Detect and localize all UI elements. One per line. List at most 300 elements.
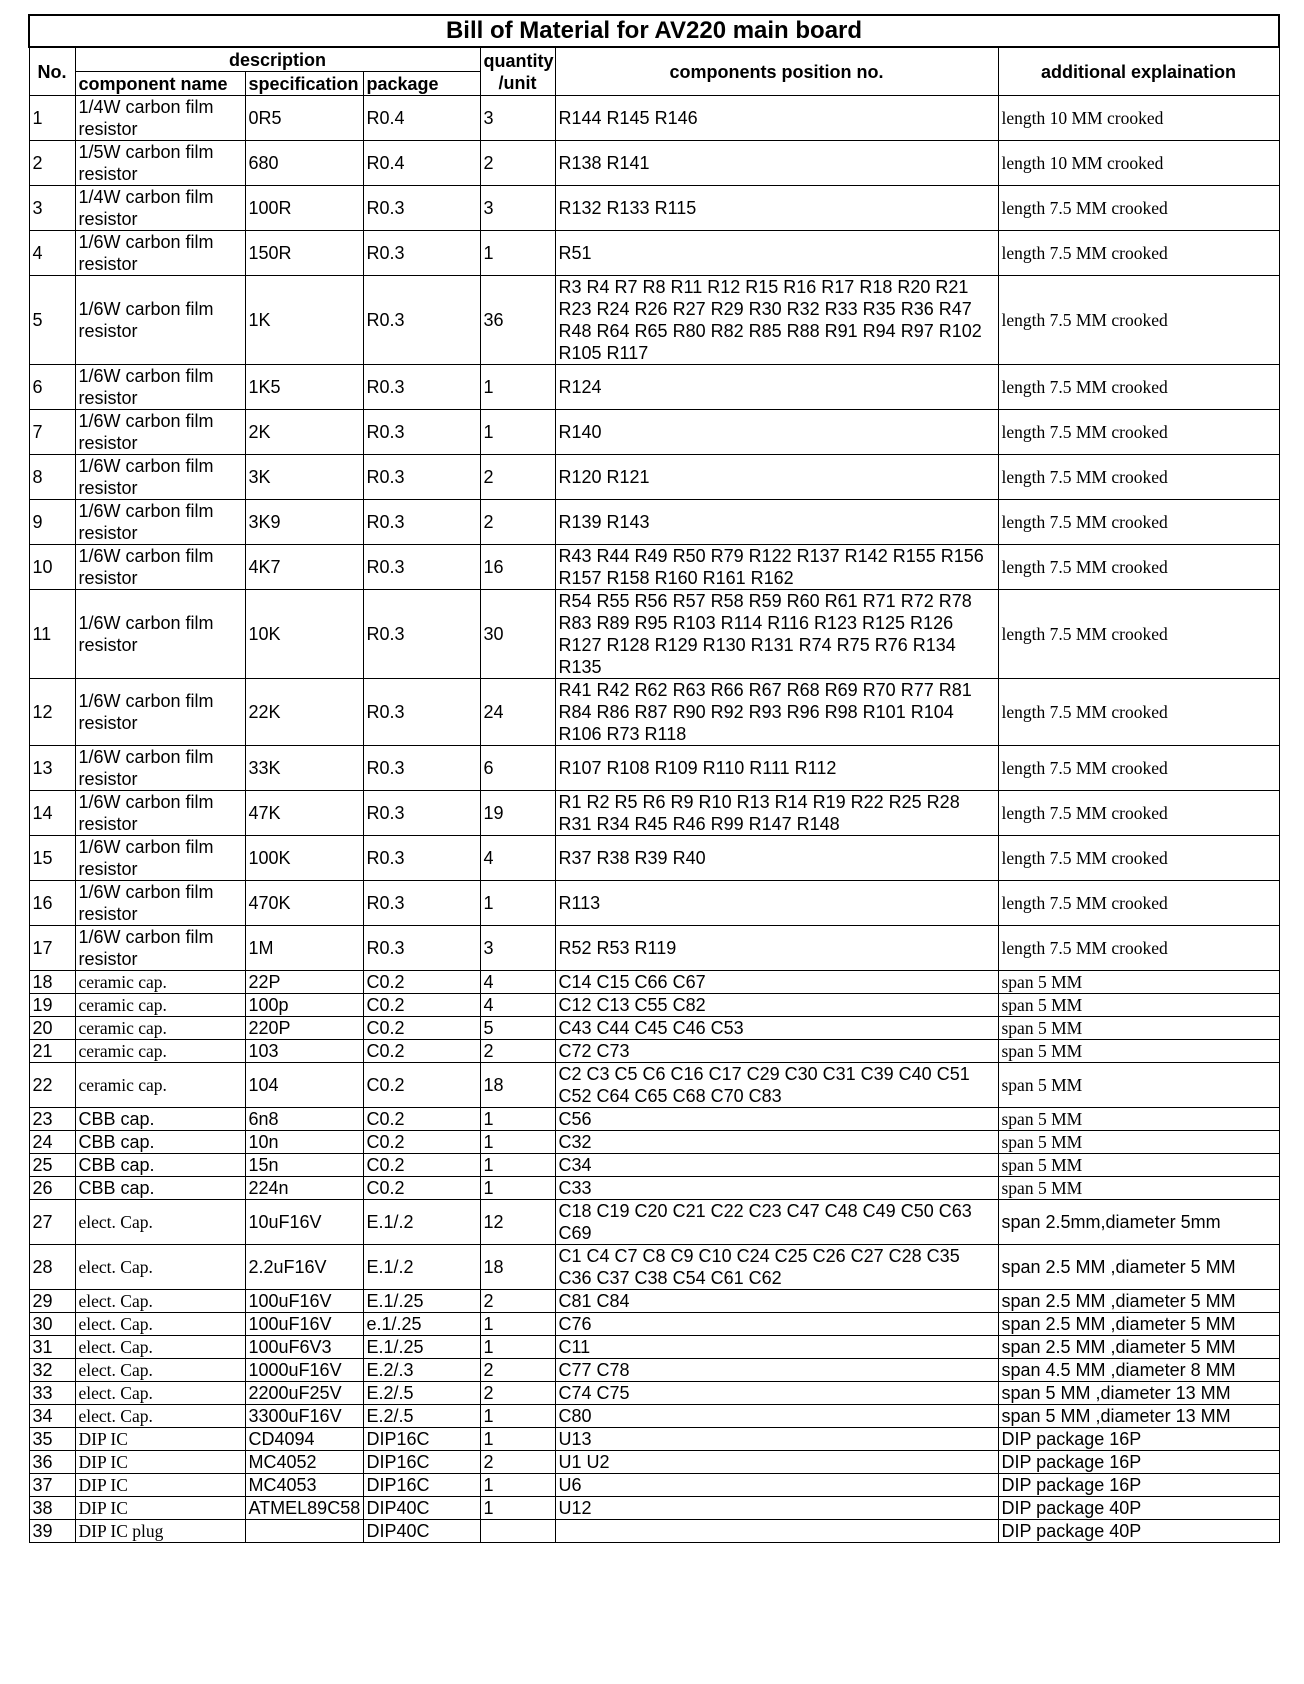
row-specification: 15n xyxy=(245,1154,363,1177)
row-package: DIP16C xyxy=(363,1474,480,1497)
row-positions: U13 xyxy=(555,1428,998,1451)
row-component-name: CBB cap. xyxy=(75,1108,245,1131)
row-positions: R120 R121 xyxy=(555,455,998,500)
table-row xyxy=(29,590,1279,679)
row-quantity: 2 xyxy=(480,141,555,186)
row-no: 31 xyxy=(29,1336,75,1359)
row-no: 25 xyxy=(29,1154,75,1177)
row-component-name: CBB cap. xyxy=(75,1154,245,1177)
row-package: R0.3 xyxy=(363,365,480,410)
header-no: No. xyxy=(29,47,75,96)
row-specification xyxy=(245,1520,363,1543)
row-no: 27 xyxy=(29,1200,75,1245)
table-row xyxy=(29,141,1279,186)
row-explanation: span 2.5 MM ,diameter 5 MM xyxy=(998,1336,1279,1359)
row-no: 20 xyxy=(29,1017,75,1040)
row-specification: 100K xyxy=(245,836,363,881)
row-no: 21 xyxy=(29,1040,75,1063)
row-component-name: 1/4W carbon film resistor xyxy=(75,96,245,141)
row-no: 11 xyxy=(29,590,75,679)
table-row xyxy=(29,410,1279,455)
row-quantity: 1 xyxy=(480,1154,555,1177)
row-quantity xyxy=(480,1520,555,1543)
table-row xyxy=(29,186,1279,231)
row-package: DIP40C xyxy=(363,1520,480,1543)
row-package: R0.3 xyxy=(363,186,480,231)
row-no: 14 xyxy=(29,791,75,836)
row-quantity: 36 xyxy=(480,276,555,365)
row-quantity: 2 xyxy=(480,500,555,545)
row-positions: R43 R44 R49 R50 R79 R122 R137 R142 R155 R156 R157 R158 R160 R161 R162 xyxy=(555,545,998,590)
row-no: 5 xyxy=(29,276,75,365)
row-specification: 100R xyxy=(245,186,363,231)
row-no: 10 xyxy=(29,545,75,590)
row-specification: CD4094 xyxy=(245,1428,363,1451)
row-positions: C1 C4 C7 C8 C9 C10 C24 C25 C26 C27 C28 C35 C36 C37 C38 C54 C61 C62 xyxy=(555,1245,998,1290)
row-positions: R51 xyxy=(555,231,998,276)
row-package: R0.3 xyxy=(363,545,480,590)
row-specification: 104 xyxy=(245,1063,363,1108)
row-package: R0.3 xyxy=(363,455,480,500)
row-no: 23 xyxy=(29,1108,75,1131)
row-specification: 2200uF25V xyxy=(245,1382,363,1405)
row-explanation: span 2.5mm,diameter 5mm xyxy=(998,1200,1279,1245)
row-explanation: span 5 MM xyxy=(998,994,1279,1017)
row-explanation: length 7.5 MM crooked xyxy=(998,410,1279,455)
row-positions: C77 C78 xyxy=(555,1359,998,1382)
row-positions: C76 xyxy=(555,1313,998,1336)
row-package: DIP16C xyxy=(363,1451,480,1474)
row-specification: 3K xyxy=(245,455,363,500)
row-component-name: elect. Cap. xyxy=(75,1359,245,1382)
row-positions: C18 C19 C20 C21 C22 C23 C47 C48 C49 C50 C63 C69 xyxy=(555,1200,998,1245)
table-row xyxy=(29,1245,1279,1290)
row-specification: 0R5 xyxy=(245,96,363,141)
row-component-name: 1/6W carbon film resistor xyxy=(75,836,245,881)
row-explanation: length 7.5 MM crooked xyxy=(998,455,1279,500)
row-component-name: elect. Cap. xyxy=(75,1405,245,1428)
row-explanation: span 2.5 MM ,diameter 5 MM xyxy=(998,1245,1279,1290)
row-explanation: length 7.5 MM crooked xyxy=(998,231,1279,276)
row-positions: R1 R2 R5 R6 R9 R10 R13 R14 R19 R22 R25 R28 R31 R34 R45 R46 R99 R147 R148 xyxy=(555,791,998,836)
row-quantity: 16 xyxy=(480,545,555,590)
row-no: 32 xyxy=(29,1359,75,1382)
row-package: R0.3 xyxy=(363,881,480,926)
row-quantity: 18 xyxy=(480,1245,555,1290)
row-package: C0.2 xyxy=(363,1040,480,1063)
row-quantity: 19 xyxy=(480,791,555,836)
row-component-name: 1/6W carbon film resistor xyxy=(75,231,245,276)
row-no: 34 xyxy=(29,1405,75,1428)
row-package: R0.4 xyxy=(363,141,480,186)
table-row xyxy=(29,1520,1279,1543)
row-package: R0.4 xyxy=(363,96,480,141)
row-no: 15 xyxy=(29,836,75,881)
row-quantity: 1 xyxy=(480,1177,555,1200)
row-package: E.2/.5 xyxy=(363,1382,480,1405)
table-row xyxy=(29,1063,1279,1108)
row-quantity: 1 xyxy=(480,1428,555,1451)
row-explanation: span 5 MM xyxy=(998,1131,1279,1154)
row-positions: R124 xyxy=(555,365,998,410)
row-specification: 224n xyxy=(245,1177,363,1200)
row-specification: 680 xyxy=(245,141,363,186)
row-component-name: ceramic cap. xyxy=(75,1017,245,1040)
row-specification: 22K xyxy=(245,679,363,746)
row-package: R0.3 xyxy=(363,500,480,545)
row-quantity: 1 xyxy=(480,1336,555,1359)
row-explanation: span 4.5 MM ,diameter 8 MM xyxy=(998,1359,1279,1382)
row-package: R0.3 xyxy=(363,231,480,276)
row-specification: 10K xyxy=(245,590,363,679)
row-quantity: 2 xyxy=(480,455,555,500)
row-specification: 1K xyxy=(245,276,363,365)
table-row xyxy=(29,994,1279,1017)
row-quantity: 4 xyxy=(480,836,555,881)
row-component-name: 1/6W carbon film resistor xyxy=(75,455,245,500)
row-positions: C32 xyxy=(555,1131,998,1154)
table-row xyxy=(29,500,1279,545)
row-component-name: 1/6W carbon film resistor xyxy=(75,276,245,365)
row-explanation: length 7.5 MM crooked xyxy=(998,679,1279,746)
row-quantity: 1 xyxy=(480,1131,555,1154)
row-package: DIP40C xyxy=(363,1497,480,1520)
row-positions: C56 xyxy=(555,1108,998,1131)
row-positions xyxy=(555,1520,998,1543)
row-explanation: DIP package 40P xyxy=(998,1497,1279,1520)
row-no: 16 xyxy=(29,881,75,926)
row-positions: R144 R145 R146 xyxy=(555,96,998,141)
row-explanation: span 5 MM xyxy=(998,1177,1279,1200)
row-package: R0.3 xyxy=(363,590,480,679)
row-no: 18 xyxy=(29,971,75,994)
row-specification: 3300uF16V xyxy=(245,1405,363,1428)
row-package: C0.2 xyxy=(363,971,480,994)
row-no: 1 xyxy=(29,96,75,141)
header-positions: components position no. xyxy=(555,47,998,96)
row-positions: R138 R141 xyxy=(555,141,998,186)
row-quantity: 24 xyxy=(480,679,555,746)
row-explanation: span 5 MM xyxy=(998,1063,1279,1108)
header-quantity: quantity /unit xyxy=(480,47,555,96)
row-quantity: 5 xyxy=(480,1017,555,1040)
row-package: E.2/.3 xyxy=(363,1359,480,1382)
row-explanation: length 7.5 MM crooked xyxy=(998,365,1279,410)
row-positions: R140 xyxy=(555,410,998,455)
row-explanation: length 7.5 MM crooked xyxy=(998,276,1279,365)
row-specification: 100p xyxy=(245,994,363,1017)
row-package: R0.3 xyxy=(363,276,480,365)
row-package: C0.2 xyxy=(363,1017,480,1040)
row-package: R0.3 xyxy=(363,679,480,746)
row-no: 4 xyxy=(29,231,75,276)
row-specification: 2K xyxy=(245,410,363,455)
header-component-name: component name xyxy=(75,72,245,96)
table-row xyxy=(29,276,1279,365)
row-package: R0.3 xyxy=(363,926,480,971)
row-component-name: CBB cap. xyxy=(75,1131,245,1154)
row-quantity: 2 xyxy=(480,1451,555,1474)
row-positions: U1 U2 xyxy=(555,1451,998,1474)
header-description: description xyxy=(75,47,480,72)
row-package: DIP16C xyxy=(363,1428,480,1451)
row-no: 38 xyxy=(29,1497,75,1520)
row-no: 24 xyxy=(29,1131,75,1154)
table-row xyxy=(29,1313,1279,1336)
row-quantity: 3 xyxy=(480,926,555,971)
row-explanation: DIP package 16P xyxy=(998,1451,1279,1474)
table-row xyxy=(29,1108,1279,1131)
row-package: E.1/.2 xyxy=(363,1200,480,1245)
row-no: 29 xyxy=(29,1290,75,1313)
table-row xyxy=(29,455,1279,500)
row-explanation: length 7.5 MM crooked xyxy=(998,590,1279,679)
row-specification: 470K xyxy=(245,881,363,926)
row-quantity: 18 xyxy=(480,1063,555,1108)
row-component-name: 1/5W carbon film resistor xyxy=(75,141,245,186)
row-component-name: CBB cap. xyxy=(75,1177,245,1200)
row-quantity: 2 xyxy=(480,1382,555,1405)
row-specification: 1000uF16V xyxy=(245,1359,363,1382)
row-specification: 1M xyxy=(245,926,363,971)
row-no: 19 xyxy=(29,994,75,1017)
row-component-name: 1/6W carbon film resistor xyxy=(75,881,245,926)
row-component-name: 1/6W carbon film resistor xyxy=(75,500,245,545)
row-no: 13 xyxy=(29,746,75,791)
row-explanation: span 5 MM xyxy=(998,1108,1279,1131)
row-positions: C11 xyxy=(555,1336,998,1359)
row-specification: MC4053 xyxy=(245,1474,363,1497)
row-no: 9 xyxy=(29,500,75,545)
row-positions: R107 R108 R109 R110 R111 R112 xyxy=(555,746,998,791)
row-no: 8 xyxy=(29,455,75,500)
table-row xyxy=(29,679,1279,746)
table-row xyxy=(29,1405,1279,1428)
row-package: R0.3 xyxy=(363,410,480,455)
header-specification: specification xyxy=(245,72,363,96)
row-quantity: 1 xyxy=(480,1497,555,1520)
row-package: E.1/.2 xyxy=(363,1245,480,1290)
row-component-name: ceramic cap. xyxy=(75,994,245,1017)
row-positions: U6 xyxy=(555,1474,998,1497)
row-quantity: 2 xyxy=(480,1290,555,1313)
row-component-name: ceramic cap. xyxy=(75,1063,245,1108)
row-quantity: 3 xyxy=(480,96,555,141)
table-row xyxy=(29,881,1279,926)
row-explanation: length 7.5 MM crooked xyxy=(998,791,1279,836)
row-explanation: span 5 MM xyxy=(998,1017,1279,1040)
table-row xyxy=(29,1200,1279,1245)
table-row xyxy=(29,1017,1279,1040)
row-quantity: 2 xyxy=(480,1040,555,1063)
row-component-name: 1/6W carbon film resistor xyxy=(75,926,245,971)
row-component-name: DIP IC xyxy=(75,1428,245,1451)
row-no: 39 xyxy=(29,1520,75,1543)
row-specification: 100uF6V3 xyxy=(245,1336,363,1359)
row-positions: C72 C73 xyxy=(555,1040,998,1063)
row-positions: C2 C3 C5 C6 C16 C17 C29 C30 C31 C39 C40 C51 C52 C64 C65 C68 C70 C83 xyxy=(555,1063,998,1108)
row-specification: 10n xyxy=(245,1131,363,1154)
row-no: 33 xyxy=(29,1382,75,1405)
row-component-name: DIP IC plug xyxy=(75,1520,245,1543)
row-quantity: 30 xyxy=(480,590,555,679)
row-quantity: 12 xyxy=(480,1200,555,1245)
row-no: 30 xyxy=(29,1313,75,1336)
row-component-name: 1/4W carbon film resistor xyxy=(75,186,245,231)
row-explanation: length 7.5 MM crooked xyxy=(998,500,1279,545)
table-row xyxy=(29,971,1279,994)
row-positions: R54 R55 R56 R57 R58 R59 R60 R61 R71 R72 R78 R83 R89 R95 R103 R114 R116 R123 R125 R126 R127 R128 R129 R130 R131 R74 R75 R76 R134 R135 xyxy=(555,590,998,679)
row-explanation: span 5 MM xyxy=(998,1154,1279,1177)
row-specification: 150R xyxy=(245,231,363,276)
row-package: R0.3 xyxy=(363,791,480,836)
row-specification: 4K7 xyxy=(245,545,363,590)
table-row xyxy=(29,926,1279,971)
row-specification: 100uF16V xyxy=(245,1290,363,1313)
table-row xyxy=(29,1290,1279,1313)
row-quantity: 1 xyxy=(480,1313,555,1336)
row-specification: 220P xyxy=(245,1017,363,1040)
row-no: 7 xyxy=(29,410,75,455)
row-specification: 6n8 xyxy=(245,1108,363,1131)
row-component-name: ceramic cap. xyxy=(75,971,245,994)
table-row xyxy=(29,1336,1279,1359)
row-explanation: length 7.5 MM crooked xyxy=(998,746,1279,791)
table-row xyxy=(29,231,1279,276)
table-row xyxy=(29,1474,1279,1497)
table-row xyxy=(29,1497,1279,1520)
table-row xyxy=(29,1131,1279,1154)
row-explanation: span 5 MM xyxy=(998,971,1279,994)
row-quantity: 1 xyxy=(480,410,555,455)
row-no: 35 xyxy=(29,1428,75,1451)
table-row xyxy=(29,96,1279,141)
row-component-name: elect. Cap. xyxy=(75,1382,245,1405)
row-quantity: 1 xyxy=(480,1108,555,1131)
row-explanation: DIP package 16P xyxy=(998,1428,1279,1451)
table-title: Bill of Material for AV220 main board xyxy=(29,15,1279,47)
row-component-name: elect. Cap. xyxy=(75,1200,245,1245)
row-package: C0.2 xyxy=(363,1177,480,1200)
row-component-name: elect. Cap. xyxy=(75,1245,245,1290)
row-quantity: 3 xyxy=(480,186,555,231)
row-no: 22 xyxy=(29,1063,75,1108)
table-row xyxy=(29,1428,1279,1451)
row-package: e.1/.25 xyxy=(363,1313,480,1336)
row-component-name: 1/6W carbon film resistor xyxy=(75,410,245,455)
row-positions: R3 R4 R7 R8 R11 R12 R15 R16 R17 R18 R20 R21 R23 R24 R26 R27 R29 R30 R32 R33 R35 R36 R47 R48 R64 R65 R80 R82 R85 R88 R91 R94 R97 R102 R105 R117 xyxy=(555,276,998,365)
row-no: 3 xyxy=(29,186,75,231)
row-component-name: DIP IC xyxy=(75,1451,245,1474)
row-package: E.2/.5 xyxy=(363,1405,480,1428)
row-specification: 103 xyxy=(245,1040,363,1063)
row-specification: 47K xyxy=(245,791,363,836)
row-positions: C14 C15 C66 C67 xyxy=(555,971,998,994)
row-quantity: 6 xyxy=(480,746,555,791)
row-quantity: 1 xyxy=(480,231,555,276)
table-row xyxy=(29,1177,1279,1200)
bom-body xyxy=(29,96,1279,1543)
row-no: 26 xyxy=(29,1177,75,1200)
row-package: E.1/.25 xyxy=(363,1336,480,1359)
row-quantity: 4 xyxy=(480,994,555,1017)
row-explanation: span 5 MM ,diameter 13 MM xyxy=(998,1405,1279,1428)
row-positions: R52 R53 R119 xyxy=(555,926,998,971)
row-explanation: span 5 MM ,diameter 13 MM xyxy=(998,1382,1279,1405)
row-component-name: elect. Cap. xyxy=(75,1290,245,1313)
row-positions: C12 C13 C55 C82 xyxy=(555,994,998,1017)
row-explanation: DIP package 40P xyxy=(998,1520,1279,1543)
row-explanation: span 2.5 MM ,diameter 5 MM xyxy=(998,1313,1279,1336)
row-package: C0.2 xyxy=(363,1131,480,1154)
row-package: C0.2 xyxy=(363,1108,480,1131)
row-specification: MC4052 xyxy=(245,1451,363,1474)
table-row xyxy=(29,746,1279,791)
header-package: package xyxy=(363,72,480,96)
table-row xyxy=(29,1451,1279,1474)
row-no: 12 xyxy=(29,679,75,746)
row-component-name: 1/6W carbon film resistor xyxy=(75,590,245,679)
table-row xyxy=(29,545,1279,590)
row-quantity: 1 xyxy=(480,1474,555,1497)
row-positions: R41 R42 R62 R63 R66 R67 R68 R69 R70 R77 R81 R84 R86 R87 R90 R92 R93 R96 R98 R101 R104 R106 R73 R118 xyxy=(555,679,998,746)
table-row xyxy=(29,1040,1279,1063)
row-positions: C81 C84 xyxy=(555,1290,998,1313)
row-quantity: 2 xyxy=(480,1359,555,1382)
row-component-name: DIP IC xyxy=(75,1474,245,1497)
row-no: 2 xyxy=(29,141,75,186)
row-quantity: 4 xyxy=(480,971,555,994)
row-package: R0.3 xyxy=(363,746,480,791)
row-specification: ATMEL89C58 xyxy=(245,1497,363,1520)
row-no: 36 xyxy=(29,1451,75,1474)
row-positions: C80 xyxy=(555,1405,998,1428)
row-component-name: elect. Cap. xyxy=(75,1336,245,1359)
row-package: C0.2 xyxy=(363,994,480,1017)
row-component-name: 1/6W carbon film resistor xyxy=(75,545,245,590)
row-positions: R37 R38 R39 R40 xyxy=(555,836,998,881)
row-quantity: 1 xyxy=(480,881,555,926)
row-explanation: length 10 MM crooked xyxy=(998,96,1279,141)
row-component-name: ceramic cap. xyxy=(75,1040,245,1063)
row-explanation: length 7.5 MM crooked xyxy=(998,926,1279,971)
row-component-name: 1/6W carbon film resistor xyxy=(75,791,245,836)
row-no: 17 xyxy=(29,926,75,971)
row-explanation: span 2.5 MM ,diameter 5 MM xyxy=(998,1290,1279,1313)
table-row xyxy=(29,836,1279,881)
row-specification: 10uF16V xyxy=(245,1200,363,1245)
row-positions: R139 R143 xyxy=(555,500,998,545)
row-component-name: elect. Cap. xyxy=(75,1313,245,1336)
row-specification: 33K xyxy=(245,746,363,791)
row-specification: 3K9 xyxy=(245,500,363,545)
row-positions: C74 C75 xyxy=(555,1382,998,1405)
row-no: 28 xyxy=(29,1245,75,1290)
row-positions: C34 xyxy=(555,1154,998,1177)
row-positions: C43 C44 C45 C46 C53 xyxy=(555,1017,998,1040)
row-component-name: 1/6W carbon film resistor xyxy=(75,679,245,746)
row-explanation: length 7.5 MM crooked xyxy=(998,186,1279,231)
row-positions: R113 xyxy=(555,881,998,926)
row-explanation: DIP package 16P xyxy=(998,1474,1279,1497)
row-explanation: length 7.5 MM crooked xyxy=(998,881,1279,926)
row-specification: 2.2uF16V xyxy=(245,1245,363,1290)
table-row xyxy=(29,1154,1279,1177)
row-component-name: DIP IC xyxy=(75,1497,245,1520)
row-package: E.1/.25 xyxy=(363,1290,480,1313)
row-quantity: 1 xyxy=(480,365,555,410)
row-quantity: 1 xyxy=(480,1405,555,1428)
